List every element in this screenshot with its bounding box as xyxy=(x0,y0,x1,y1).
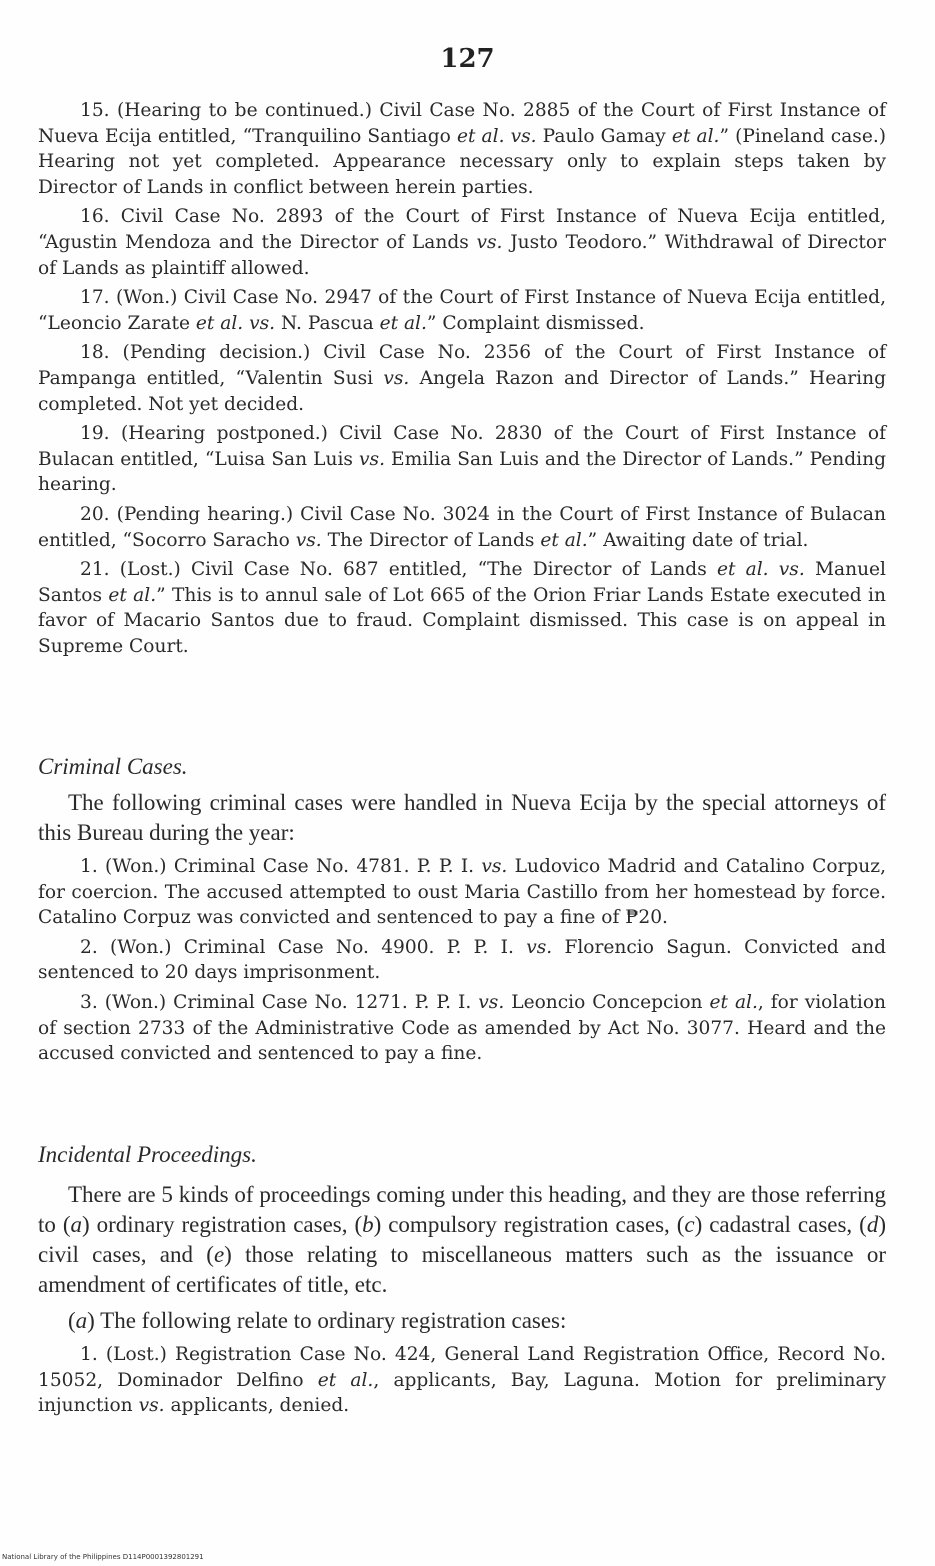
ordinary-registration-intro xyxy=(38,1306,886,1336)
text-run: Leoncio Concepcion xyxy=(504,991,710,1013)
text-run: ” Complaint dismissed. xyxy=(426,312,645,334)
incidental-proceedings-section xyxy=(38,1140,886,1423)
italic-run: et al. xyxy=(709,991,758,1013)
text-run: 1. (Lost.) Registration Case No. 424, General Land Registration Office, Record No. 15052, Dominador Delfino xyxy=(38,1344,886,1391)
italic-run: c xyxy=(684,1212,695,1237)
criminal-cases-section xyxy=(38,752,886,1071)
text-run: Florencio Sagun. Convicted and sentenced to 20 days imprisonment. xyxy=(38,936,886,984)
italic-run: vs. xyxy=(383,367,410,389)
italic-run: e xyxy=(213,1242,225,1267)
criminal-item xyxy=(38,935,886,986)
italic-run: vs. xyxy=(295,529,322,551)
incidental-proceedings-heading: Incidental Proceedings. xyxy=(38,1142,257,1167)
text-run: Paulo Gamay xyxy=(536,125,672,147)
text-run: 3. (Won.) Criminal Case No. 1271. P. P. I. xyxy=(80,991,479,1013)
scan-footer: National Library of the Philippines D114P0001392801291 xyxy=(2,1553,204,1561)
text-run: ) compulsory registration cases, ( xyxy=(373,1212,685,1237)
civil-item xyxy=(38,98,886,200)
text-run: 1. (Won.) Criminal Case No. 4781. P. P. I. xyxy=(80,856,482,877)
criminal-item xyxy=(38,990,886,1067)
italic-run: vs. xyxy=(526,936,553,958)
italic-run: vs. xyxy=(481,856,508,877)
criminal-item xyxy=(38,854,886,931)
text-run: ) cadastral cases, ( xyxy=(694,1212,867,1237)
italic-run: a xyxy=(70,1212,83,1237)
text-run: 2. (Won.) Criminal Case No. 4900. P. P. I. xyxy=(80,936,527,958)
text-run: 18. (Pending decision.) Civil Case No. 2356 of the Court of First Instance of Pampanga entitled, “Valentin Susi xyxy=(38,342,886,389)
text-run: , applicants, Bay, Laguna. Motion for preliminary injunction xyxy=(38,1369,886,1417)
text-run: Justo Teodoro.” Withdrawal of Director of Lands as plaintiff allowed. xyxy=(38,231,886,279)
italic-run: b xyxy=(362,1212,374,1237)
text-run: applicants, denied. xyxy=(164,1395,350,1417)
italic-run: vs. xyxy=(138,1395,165,1417)
italic-run: et al. xyxy=(317,1369,374,1391)
civil-item xyxy=(38,204,886,281)
text-run: There are 5 kinds of proceedings coming under this heading, and they are those referring to ( xyxy=(38,1182,886,1237)
text-run: N. Pascua xyxy=(275,312,380,334)
text-run: ) those relating to miscellaneous matters such as the issuance or amendment of certificates of title, etc. xyxy=(38,1242,886,1297)
italic-run: et al. xyxy=(108,584,157,606)
italic-run: a xyxy=(75,1308,88,1333)
text-run: ) civil cases, and ( xyxy=(38,1212,886,1267)
italic-run: et al. xyxy=(540,529,588,551)
text-run: Angela Razon and Director of Lands.” Hearing completed. Not yet decided. xyxy=(38,367,887,415)
italic-run: vs. xyxy=(478,991,505,1013)
civil-item xyxy=(38,285,886,336)
text-run: 21. (Lost.) Civil Case No. 687 entitled, “The Director of Lands xyxy=(80,559,717,581)
text-run: Manuel Santos xyxy=(38,559,886,606)
civil-item xyxy=(38,421,886,498)
civil-cases-list xyxy=(38,98,886,663)
text-run: ” (Pineland case.) Hearing not yet completed. Appearance necessary only to explain steps taken by Director of Lands in conflict between herein parties. xyxy=(38,125,886,198)
text-run: ” Awaiting date of trial. xyxy=(587,529,809,551)
text-run: 15. (Hearing to be continued.) Civil Case No. 2885 of the Court of First Instance of Nueva Ecija entitled, “Tranquilino Santiago xyxy=(38,100,886,147)
italic-run: d xyxy=(866,1212,879,1237)
text-run: ” This is to annul sale of Lot 665 of the Orion Friar Lands Estate executed in favor of Macario Santos due to fraud. Complaint dismissed. This case is on appeal in Supreme Court. xyxy=(38,584,886,657)
incidental-intro xyxy=(38,1180,886,1300)
italic-run: et al. xyxy=(379,312,427,334)
italic-run: et al. vs. xyxy=(456,125,537,147)
italic-run: vs. xyxy=(359,448,385,470)
text-run: Emilia San Luis and the Director of Lands.” Pending hearing. xyxy=(38,448,887,496)
text-run: ( xyxy=(68,1308,76,1333)
page-number: 127 xyxy=(440,44,495,74)
text-run: 19. (Hearing postponed.) Civil Case No. 2830 of the Court of First Instance of Bulacan entitled, “Luisa San Luis xyxy=(38,423,886,470)
text-run: The Director of Lands xyxy=(321,529,541,551)
ordinary-registration-item xyxy=(38,1342,886,1419)
text-run: ) ordinary registration cases, ( xyxy=(82,1212,363,1237)
text-run: Ludovico Madrid and Catalino Corpuz, for coercion. The accused attempted to oust Maria Castillo from her homestead by force. Catalino Corpuz was convicted and sentenced to pay a fine of ₱20. xyxy=(38,856,886,929)
text-run: , for violation of section 2733 of the Administrative Code as amended by Act No. 3077. Heard and the accused convicted and sentenced to pay a fine. xyxy=(38,991,886,1065)
text-run: 16. Civil Case No. 2893 of the Court of First Instance of Nueva Ecija entitled, “Agustin Mendoza and the Director of Lands xyxy=(38,206,886,253)
criminal-cases-intro: The following criminal cases were handled in Nueva Ecija by the special attorneys of this Bureau during the year: xyxy=(38,790,886,845)
text-run: 20. (Pending hearing.) Civil Case No. 3024 in the Court of First Instance of Bulacan entitled, “Socorro Saracho xyxy=(38,503,886,551)
civil-item xyxy=(38,557,886,659)
italic-run: vs. xyxy=(476,231,503,253)
criminal-cases-heading: Criminal Cases. xyxy=(38,754,188,779)
text-run: 17. (Won.) Civil Case No. 2947 of the Court of First Instance of Nueva Ecija entitled, “Leoncio Zarate xyxy=(38,287,886,334)
italic-run: et al. vs. xyxy=(716,559,805,581)
civil-item xyxy=(38,502,886,553)
italic-run: et al. xyxy=(671,125,720,147)
civil-item xyxy=(38,340,886,417)
italic-run: et al. vs. xyxy=(195,312,276,334)
text-run: ) The following relate to ordinary registration cases: xyxy=(87,1308,567,1333)
